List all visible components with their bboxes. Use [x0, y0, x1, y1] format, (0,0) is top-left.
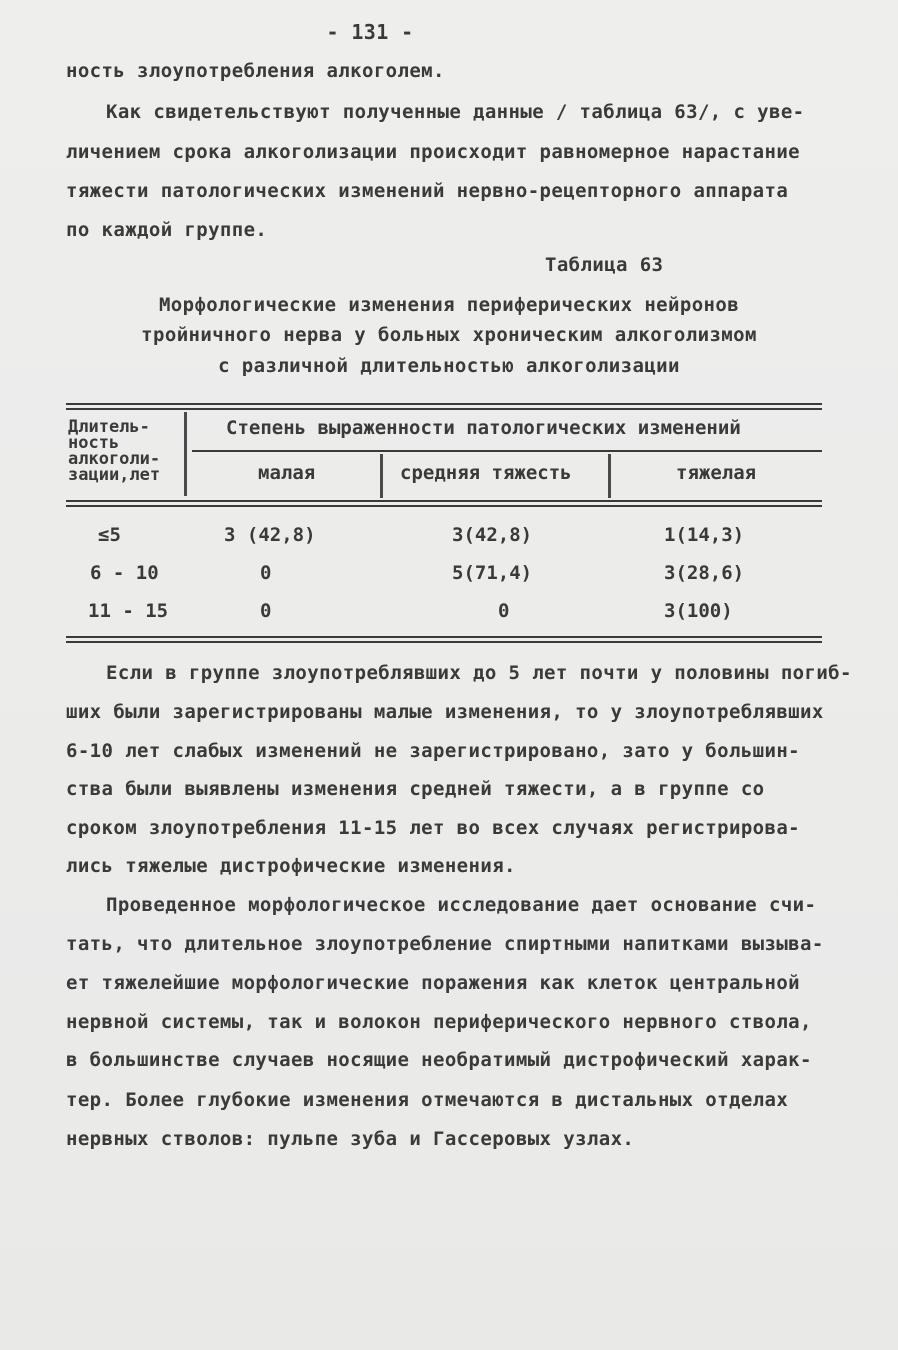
cell-medium: 5(71,4)	[452, 562, 533, 584]
column-divider	[184, 412, 187, 496]
table-title-line: с различной длительностью алкоголизации	[218, 355, 680, 377]
cell-duration: 6 - 10	[90, 562, 159, 584]
page-number: - 131 -	[326, 20, 414, 44]
text-line: тер. Более глубокие изменения отмечаются в дистальных отделах	[66, 1089, 789, 1111]
header-bottom-rule	[66, 500, 822, 502]
cell-medium: 0	[498, 600, 510, 622]
header-duration-line: ность	[68, 433, 120, 453]
cell-duration: ≤5	[98, 524, 121, 546]
text-line: тать, что длительное злоупотребление спиртными напитками вызыва-	[66, 933, 824, 955]
header-duration	[68, 419, 160, 483]
text-line: личением срока алкоголизации происходит равномерное нарастание	[66, 141, 801, 163]
table-bottom-rule	[66, 636, 822, 638]
text-line: ность злоупотребления алкоголем.	[66, 60, 445, 82]
cell-heavy: 1(14,3)	[664, 524, 745, 546]
text-line: ства были выявлены изменения средней тяжести, а в группе со	[66, 778, 765, 800]
table-title-line: Морфологические изменения периферических нейронов	[158, 294, 740, 316]
header-duration-line: зации,лет	[68, 465, 161, 485]
text-line: тяжести патологических изменений нервно-рецепторного аппарата	[66, 180, 789, 202]
cell-small: 0	[260, 562, 272, 584]
header-severity-group: Степень выраженности патологических изменений	[226, 417, 741, 439]
text-line: нервных стволов: пульпе зуба и Гассеровых узлах.	[66, 1128, 635, 1150]
text-line: ет тяжелейшие морфологические поражения как клеток центральной	[66, 972, 801, 994]
subheader-heavy: тяжелая	[676, 462, 757, 484]
text-line: Проведенное морфологическое исследование дает основание счи-	[106, 894, 817, 916]
text-line: лись тяжелые дистрофические изменения.	[66, 855, 516, 877]
table-title-line: тройничного нерва у больных хроническим алкоголизмом	[141, 324, 757, 346]
cell-small: 3 (42,8)	[224, 524, 316, 546]
table-top-rule	[66, 403, 822, 405]
text-line: ших были зарегистрированы малые изменения, то у злоупотреблявших	[66, 701, 824, 723]
text-line: в большинстве случаев носящие необратимый дистрофический харак-	[66, 1049, 812, 1071]
cell-medium: 3(42,8)	[452, 524, 533, 546]
column-divider	[380, 454, 383, 498]
header-duration-line: Длитель-	[68, 417, 150, 437]
subheader-small: малая	[258, 462, 316, 484]
cell-heavy: 3(28,6)	[664, 562, 745, 584]
text-line: Как свидетельствуют полученные данные / таблица 63/, с уве-	[106, 101, 805, 123]
cell-heavy: 3(100)	[664, 600, 733, 622]
text-line: 6-10 лет слабых изменений не зарегистрировано, зато у большин-	[66, 740, 801, 762]
text-line: нервной системы, так и волокон периферического нервного ствола,	[66, 1011, 812, 1033]
text-line: Если в группе злоупотреблявших до 5 лет почти у половины погиб-	[106, 662, 852, 684]
header-sub-rule	[192, 450, 822, 452]
cell-small: 0	[260, 600, 272, 622]
text-line: сроком злоупотребления 11-15 лет во всех случаях регистрирова-	[66, 817, 801, 839]
subheader-medium: средняя тяжесть	[400, 462, 572, 484]
cell-duration: 11 - 15	[88, 600, 169, 622]
table-top-rule	[66, 408, 822, 410]
header-duration-line: алкоголи-	[68, 449, 161, 469]
table-bottom-rule	[66, 641, 822, 643]
header-bottom-rule	[66, 505, 822, 507]
column-divider	[608, 454, 611, 498]
text-line: по каждой группе.	[66, 219, 268, 241]
table-label: Таблица 63	[545, 254, 664, 276]
